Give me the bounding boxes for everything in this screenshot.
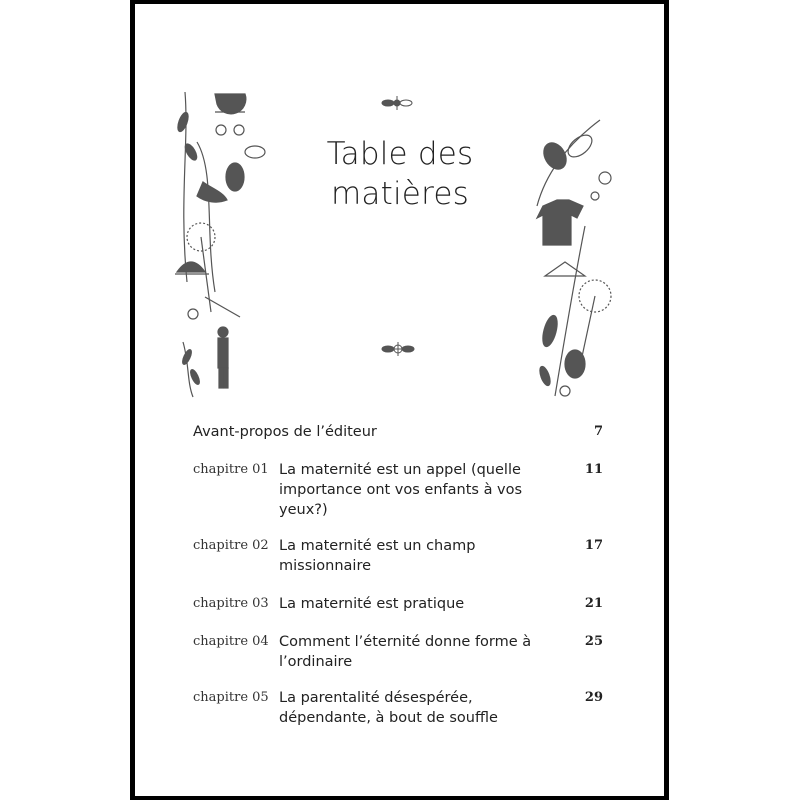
toc-page-number: 21 (584, 596, 603, 611)
toc-chapter-label: chapitre 02 (193, 538, 269, 553)
toc-entry-title: La parentalité désespérée, dépendante, à bout de souffle (279, 690, 498, 726)
toc-page-number: 25 (584, 634, 603, 649)
floral-border-left (175, 82, 270, 402)
toc-entry-title: Comment l’éternité donne forme à l’ordinaire (279, 634, 532, 670)
small-flower-ornament-bottom (380, 340, 416, 358)
toc-page-number: 7 (593, 424, 603, 439)
floral-border-right (525, 116, 625, 406)
toc-page-number: 29 (584, 690, 603, 705)
toc-entry-title: La maternité est pratique (279, 596, 465, 612)
toc-entry-title: La maternité est un appel (quelle importance ont vos enfants à vos yeux?) (279, 462, 523, 518)
toc-entry-chapter-05[interactable] (193, 688, 603, 730)
toc-entry-chapter-02[interactable] (193, 536, 603, 578)
page-title (300, 134, 500, 214)
toc-page-number: 17 (584, 538, 603, 553)
toc-chapter-label: chapitre 05 (193, 690, 269, 705)
toc-entry-chapter-01[interactable] (193, 460, 603, 522)
page-title-line-2: matières (331, 176, 469, 212)
toc-entry-title: La maternité est un champ missionnaire (279, 538, 476, 574)
toc-page-number: 11 (584, 462, 603, 477)
toc-entry-title: Avant-propos de l’éditeur (193, 424, 377, 440)
toc-chapter-label: chapitre 03 (193, 596, 269, 611)
toc-entry-chapter-04[interactable] (193, 632, 603, 674)
toc-chapter-label: chapitre 04 (193, 634, 269, 649)
toc-entry-preface[interactable] (193, 422, 603, 444)
small-flower-ornament-top (380, 94, 414, 112)
page-title-line-1: Table des (326, 136, 474, 172)
toc-entry-chapter-03[interactable] (193, 594, 603, 616)
book-page (135, 4, 664, 796)
toc-chapter-label: chapitre 01 (193, 462, 269, 477)
